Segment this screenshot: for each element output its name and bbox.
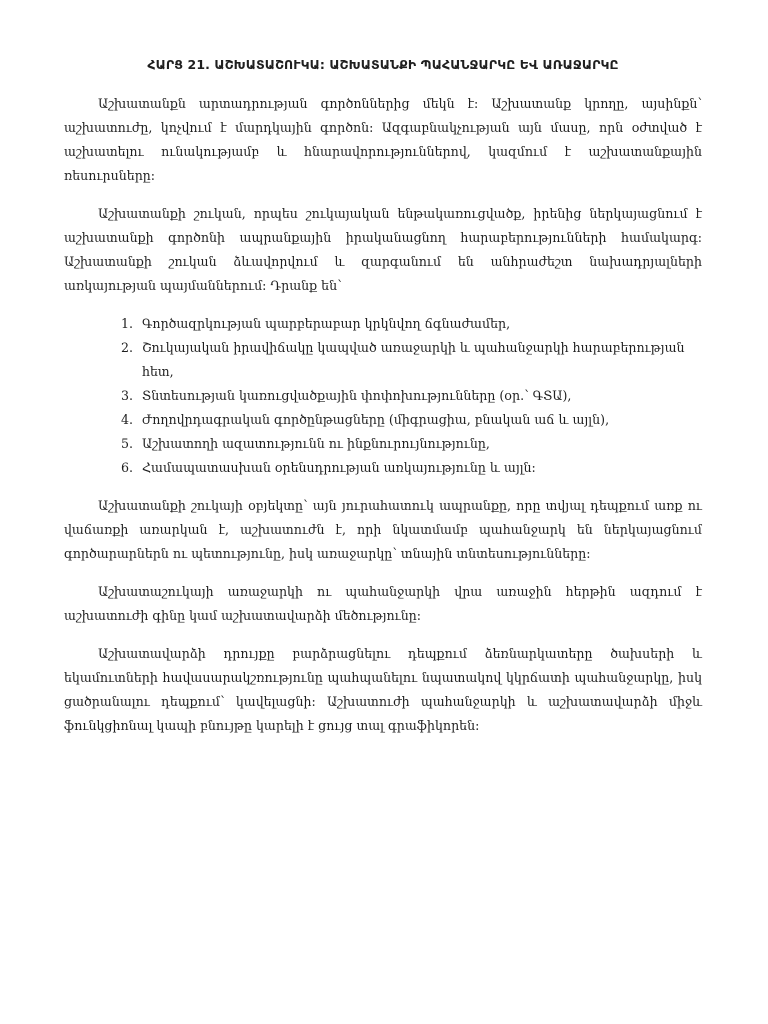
list-item-text: Տնտեսության կառուցվածքային փոփոխությունները (օր.՝ ԳՏԱ),: [142, 388, 572, 403]
body-paragraph: Աշխատանքի շուկան, որպես շուկայական ենթակառուցվածք, իրենից ներկայացնում է աշխատանքի գործոնի ապրանքային իրականացնող հարաբերությունների համակարգ: Աշխատանքի շուկան ձևավորվում և զարգանում են անհրաժեշտ նախադրյալների առկայության պայմաններում: Դրանք են՝: [64, 206, 702, 293]
body-paragraph: Աշխատանքն արտադրության գործոններից մեկն է: Աշխատանք կրողը, այսինքն՝ աշխատուժը, կոչվում է մարդկային գործոն: Ազգաբնակչության այն մասը, որն օժտված է աշխատելու ունակությամբ և հնարավորություններով, կազմում է աշխատանքային ռեսուրսները:: [64, 96, 702, 183]
body-paragraph: Աշխատանքի շուկայի օբյեկտը՝ այն յուրահատուկ ապրանքը, որը տվյալ դեպքում առք ու վաճառքի առարկան է, աշխատուժն է, որի նկատմամբ պահանջարկ են ներկայացնում գործարարներն ու պետությունը, իսկ առաջարկը՝ տնային տնտեսությունները:: [64, 498, 702, 561]
body-paragraph: Աշխատաշուկայի առաջարկի ու պահանջարկի վրա առաջին հերթին ազդում է աշխատուժի գինը կամ աշխատավարձի մեծությունը:: [64, 584, 702, 623]
numbered-list: [64, 312, 702, 480]
list-item-text: Գործազրկության պարբերաբար կրկնվող ճգնաժամեր,: [142, 316, 511, 331]
list-item: [64, 432, 702, 456]
list-item-number: 2.: [121, 340, 134, 355]
list-item-number: 5.: [121, 436, 134, 451]
list-item: [64, 456, 702, 480]
list-item: [64, 408, 702, 432]
list-item-text: Շուկայական իրավիճակը կապված առաջարկի և պահանջարկի հարաբերության հետ,: [142, 340, 685, 379]
page-title: ՀԱՐՑ 21. ԱՇԽԱՏԱՇՈՒԿԱ: ԱՇԽԱՏԱՆՔԻ ՊԱՀԱՆՋԱՐԿԸ ԵՎ ԱՌԱՋԱՐԿԸ: [147, 57, 619, 72]
list-item-number: 6.: [121, 460, 134, 475]
list-item: [64, 312, 702, 336]
list-item: [64, 336, 702, 384]
list-item-text: Համապատասխան օրենսդրության առկայությունը և այլն:: [142, 460, 536, 475]
list-item: [64, 384, 702, 408]
list-item-text: Աշխատողի ազատությունն ու ինքնուրույնությունը,: [142, 436, 490, 451]
body-paragraph: Աշխատավարձի դրույքը բարձրացնելու դեպքում ձեռնարկատերը ծախսերի և եկամուտների հավասարակշռությունը պահպանելու նպատակով կկրճատի պահանջարկը, իսկ ցածրանալու դեպքում՝ կավելացնի: Աշխատուժի պահանջարկի և աշխատավարձի միջև ֆունկցիոնալ կապի բնույթը կարելի է ցույց տալ գրաֆիկորեն:: [64, 646, 702, 733]
list-item-number: 4.: [121, 412, 134, 427]
list-item-number: 1.: [121, 316, 134, 331]
list-item-text: Ժողովրդագրական գործընթացները (միգրացիա, բնական աճ և այլն),: [142, 412, 610, 427]
list-item-number: 3.: [121, 388, 134, 403]
